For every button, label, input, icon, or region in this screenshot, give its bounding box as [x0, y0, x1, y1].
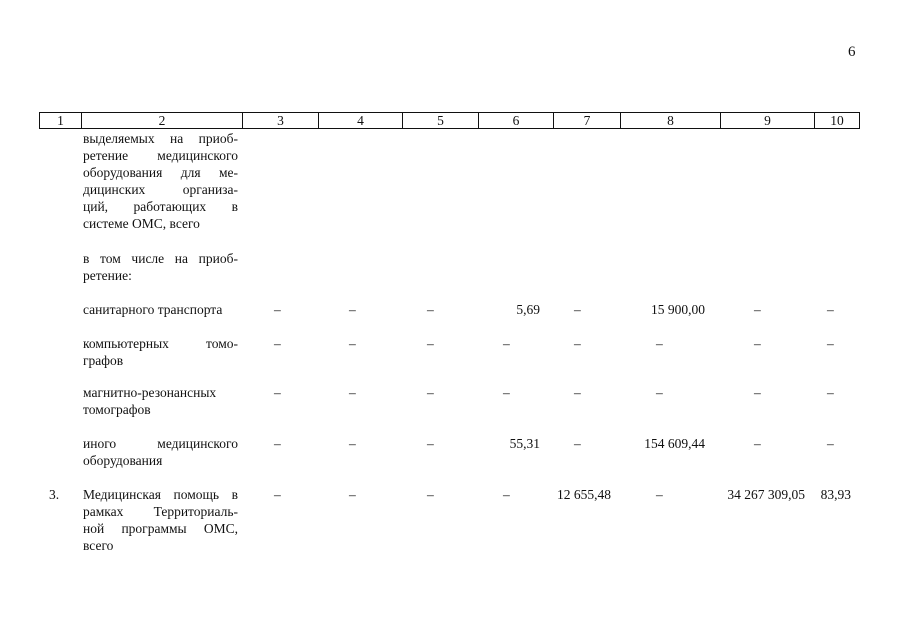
row-value-col7: –	[574, 336, 581, 351]
row-number: 3.	[49, 487, 60, 502]
row-description-line: графов	[83, 353, 124, 368]
row-value-col6: 55,31	[509, 436, 540, 451]
row-value-col10: –	[827, 436, 834, 451]
row-description-line: всего	[83, 538, 114, 553]
row-value-col6: 5,69	[516, 302, 540, 317]
row-description-line: иного медицинского	[83, 436, 238, 451]
row-value-col9: –	[754, 436, 761, 451]
row-description-line: компьютерных томо-	[83, 336, 238, 351]
row-value-col9: 34 267 309,05	[727, 487, 805, 502]
row-description-line: санитарного транспорта	[83, 302, 223, 317]
column-header-6: 6	[479, 113, 554, 129]
row-value-col5: –	[427, 487, 434, 502]
row-value-col4: –	[349, 436, 356, 451]
row-description-line: ций, работающих в	[83, 199, 238, 214]
row-value-col9: –	[754, 302, 761, 317]
row-value-col10: –	[827, 302, 834, 317]
row-value-col8: –	[656, 336, 663, 351]
column-header-4: 4	[319, 113, 403, 129]
row-description-line: ретение:	[83, 268, 132, 283]
row-description-line: ной программы ОМС,	[83, 521, 238, 536]
column-number-header	[39, 112, 860, 129]
row-value-col3: –	[274, 487, 281, 502]
row-description-line: дицинских организа-	[83, 182, 238, 197]
row-value-col8: –	[656, 487, 663, 502]
row-value-col5: –	[427, 302, 434, 317]
row-value-col4: –	[349, 385, 356, 400]
row-value-col7: –	[574, 385, 581, 400]
row-value-col5: –	[427, 385, 434, 400]
row-value-col5: –	[427, 436, 434, 451]
row-value-col10: 83,93	[820, 487, 851, 502]
row-value-col6: –	[503, 385, 510, 400]
row-description-line: Медицинская помощь в	[83, 487, 238, 502]
row-value-col7: –	[574, 436, 581, 451]
row-value-col7: 12 655,48	[557, 487, 611, 502]
row-description-line: ретение медицинского	[83, 148, 238, 163]
column-header-9: 9	[721, 113, 815, 129]
row-value-col6: –	[503, 487, 510, 502]
row-value-col8: 154 609,44	[644, 436, 705, 451]
row-description-line: рамках Территориаль-	[83, 504, 238, 519]
column-header-2: 2	[82, 113, 243, 129]
row-value-col4: –	[349, 487, 356, 502]
row-description-line: томографов	[83, 402, 151, 417]
row-description-line: оборудования	[83, 453, 163, 468]
row-description-line: в том числе на приоб-	[83, 251, 238, 266]
row-value-col4: –	[349, 302, 356, 317]
column-header-8: 8	[621, 113, 721, 129]
row-value-col9: –	[754, 385, 761, 400]
column-header-10: 10	[815, 113, 860, 129]
row-value-col4: –	[349, 336, 356, 351]
row-value-col7: –	[574, 302, 581, 317]
row-value-col8: –	[656, 385, 663, 400]
column-header-7: 7	[554, 113, 621, 129]
row-value-col9: –	[754, 336, 761, 351]
row-value-col5: –	[427, 336, 434, 351]
column-header-1: 1	[40, 113, 82, 129]
column-header-3: 3	[243, 113, 319, 129]
row-value-col6: –	[503, 336, 510, 351]
page-number: 6	[848, 44, 856, 60]
row-value-col3: –	[274, 336, 281, 351]
row-value-col3: –	[274, 385, 281, 400]
row-value-col3: –	[274, 302, 281, 317]
row-value-col10: –	[827, 385, 834, 400]
column-header-5: 5	[403, 113, 479, 129]
row-value-col10: –	[827, 336, 834, 351]
row-description-line: выделяемых на приоб-	[83, 131, 238, 146]
row-value-col3: –	[274, 436, 281, 451]
row-description-line: системе ОМС, всего	[83, 216, 200, 231]
row-description-line: оборудования для ме-	[83, 165, 238, 180]
row-value-col8: 15 900,00	[651, 302, 705, 317]
row-description-line: магнитно-резонансных	[83, 385, 217, 400]
